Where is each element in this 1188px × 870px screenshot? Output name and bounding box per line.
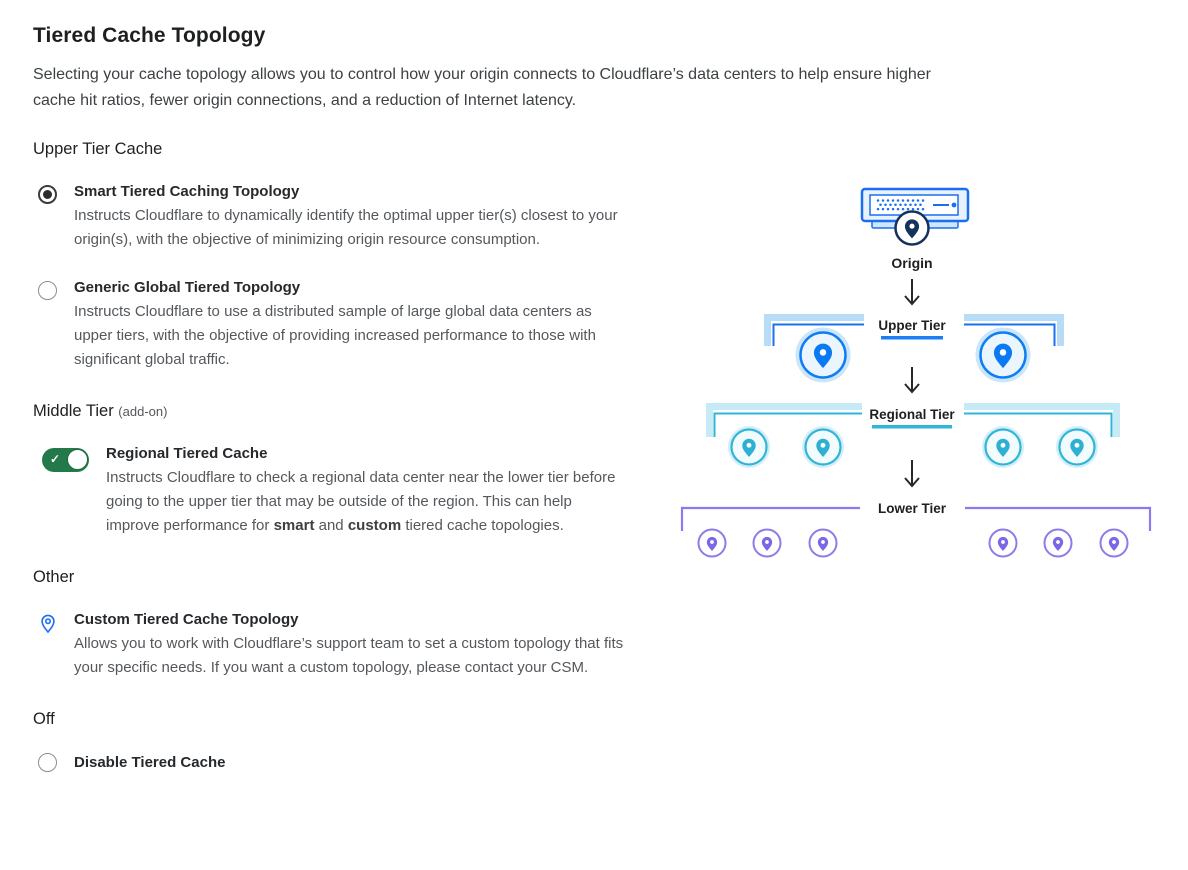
toggle-knob[interactable] (67, 449, 88, 470)
option-title-custom-tiered: Custom Tiered Cache Topology (74, 610, 299, 628)
diagram-origin-label: Origin (891, 255, 933, 271)
arrow-down-icon (905, 279, 919, 304)
upper-tier-label: Upper Tier (878, 318, 946, 333)
upper-tier-group (764, 314, 1064, 383)
option-disable-tiered-cache (33, 753, 948, 772)
arrow-down-icon (905, 367, 919, 392)
option-desc-custom-tiered: Allows you to work with Cloudflare’s support team to set a custom topology that fits your specific needs. If you want a custom topology, please contact your CSM. (74, 634, 624, 676)
page-title: Tiered Cache Topology (33, 24, 266, 47)
regional-tier-group (706, 403, 1120, 468)
option-title-smart-tiered: Smart Tiered Caching Topology (74, 182, 300, 200)
middle-tier-addon-suffix: (add-on) (118, 403, 168, 419)
toggle-check-icon: ✓ (50, 451, 61, 466)
lower-tier-label: Lower Tier (877, 501, 947, 516)
map-pin-icon (39, 614, 57, 635)
radio-generic-global[interactable] (38, 281, 57, 300)
option-title-regional-tiered: Regional Tiered Cache (106, 444, 268, 462)
radio-disable-tiered-cache[interactable] (38, 753, 57, 772)
option-desc-regional-tiered: Instructs Cloudflare to check a regional data center near the lower tier before going to the upper tier that may be outside of the region. This can help improve performance for smart and custom tiered cache topologies. (106, 468, 616, 534)
section-heading-upper-tier: Upper Tier Cache (33, 139, 163, 158)
option-custom-tiered (33, 611, 948, 680)
option-desc-generic-global: Instructs Cloudflare to use a distributed sample of large global data centers as upper tiers, with the objective of providing increased performance to those with significant global traffic. (74, 302, 596, 368)
option-desc-smart-tiered: Instructs Cloudflare to dynamically identify the optimal upper tier(s) closest to your origin(s), with the objective of minimizing origin resource consumption. (74, 206, 618, 248)
regional-tiered-cache-toggle[interactable] (42, 448, 89, 472)
section-heading-other: Other (33, 567, 75, 586)
section-heading-middle-tier: Middle Tier (add-on) (33, 401, 168, 420)
upper-tier-underline (881, 336, 943, 340)
tiered-cache-topology-diagram (658, 173, 1163, 573)
radio-smart-tiered[interactable] (38, 185, 57, 204)
lower-tier-pins (699, 530, 1128, 557)
option-title-generic-global: Generic Global Tiered Topology (74, 278, 301, 296)
page-description: Selecting your cache topology allows you to control how your origin connects to Cloudflare’s data centers to help ensure higher cache hit ratios, fewer origin connections, and a reduction of Internet latency. (33, 66, 932, 109)
option-title-disable: Disable Tiered Cache (74, 753, 226, 771)
regional-tier-underline (872, 425, 952, 429)
arrow-down-icon (905, 460, 919, 486)
lower-tier-group (682, 501, 1150, 557)
origin-server-icon (862, 189, 968, 245)
regional-tier-label: Regional Tier (869, 407, 955, 422)
section-heading-off: Off (33, 709, 55, 728)
